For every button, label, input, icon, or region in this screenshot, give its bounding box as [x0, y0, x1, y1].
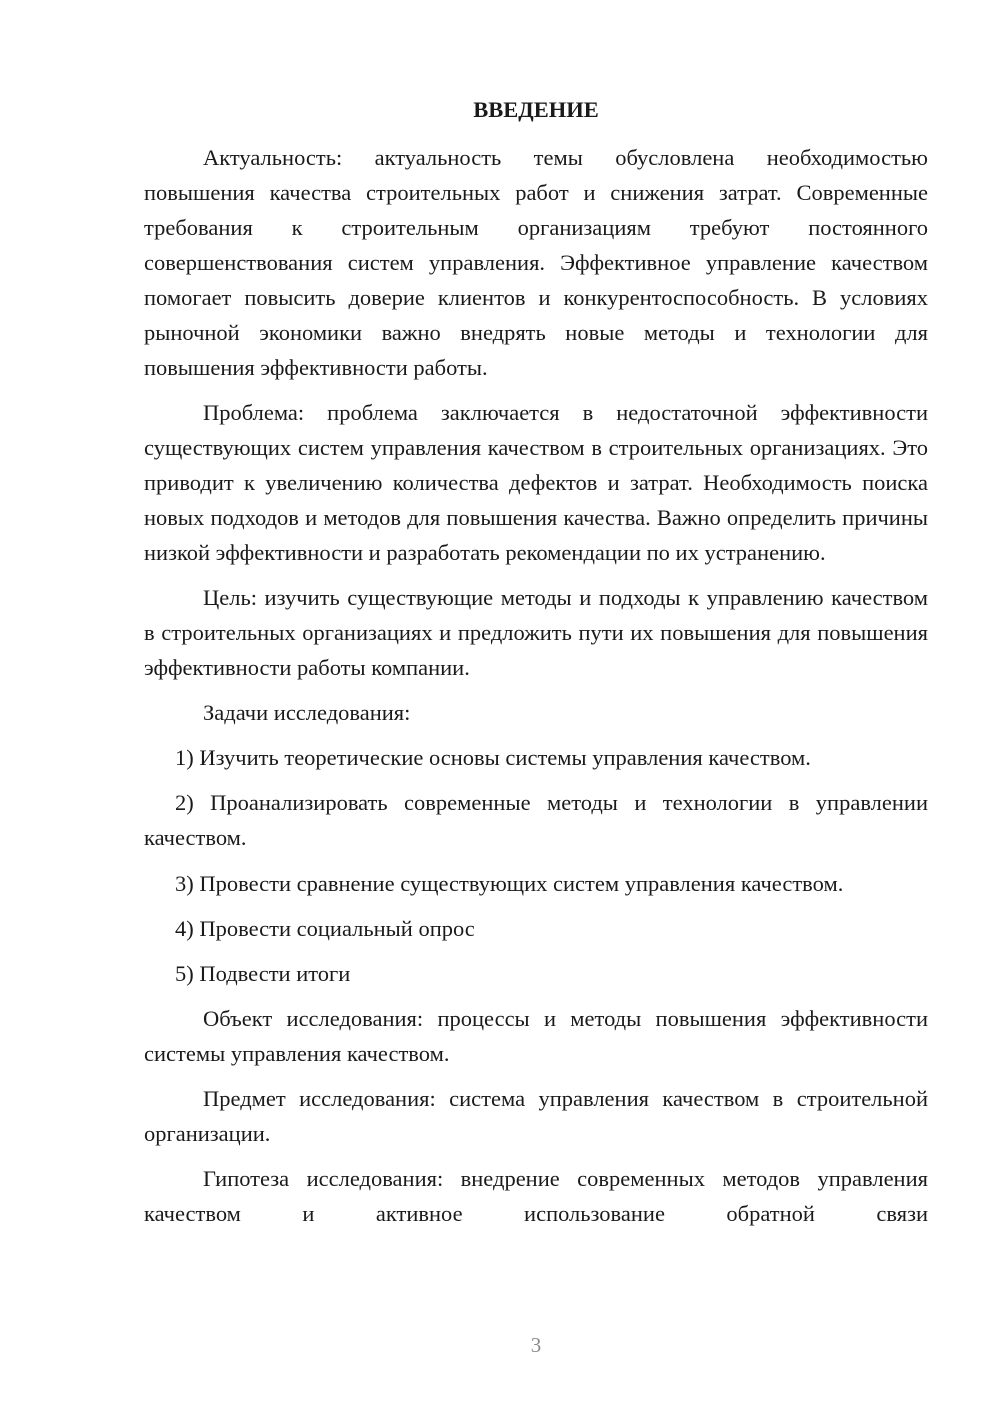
section-heading: ВВЕДЕНИЕ	[473, 97, 599, 122]
task-item: 1) Изучить теоретические основы системы управления качеством.	[175, 745, 811, 770]
paragraph-problem: Проблема: проблема заключается в недостаточной эффективности существующих систем управления качеством в строительных организациях. Это приводит к увеличению количества дефектов и затрат. Необходимость поиска новых подходов и методов для повышения качества. Важно определить причины низкой эффективности и разработать рекомендации по их устранению.	[144, 400, 928, 565]
paragraph-subject: Предмет исследования: система управления качеством в строительной организации.	[144, 1086, 928, 1146]
paragraph-goal: Цель: изучить существующие методы и подходы к управлению качеством в строительных организациях и предложить пути их повышения для повышения эффективности работы компании.	[144, 585, 928, 680]
task-item: 2) Проанализировать современные методы и технологии в управлении качеством.	[144, 790, 928, 850]
paragraph-relevance: Актуальность: актуальность темы обусловлена необходимостью повышения качества строительных работ и снижения затрат. Современные требования к строительным организациям требуют постоянного совершенствования систем управления. Эффективное управление качеством помогает повысить доверие клиентов и конкурентоспособность. В условиях рыночной экономики важно внедрять новые методы и технологии для повышения эффективности работы.	[144, 145, 928, 380]
task-item: 5) Подвести итоги	[175, 961, 351, 986]
page-number: 3	[530, 1333, 542, 1357]
document-page	[144, 92, 928, 1231]
tasks-heading: Задачи исследования:	[203, 700, 411, 725]
task-item: 3) Провести сравнение существующих систем управления качеством.	[175, 871, 844, 896]
task-item: 4) Провести социальный опрос	[175, 916, 475, 941]
paragraph-object: Объект исследования: процессы и методы повышения эффективности системы управления качеством.	[144, 1006, 928, 1066]
paragraph-hypothesis: Гипотеза исследования: внедрение современных методов управления качеством и активное использование обратной связи	[144, 1166, 928, 1226]
